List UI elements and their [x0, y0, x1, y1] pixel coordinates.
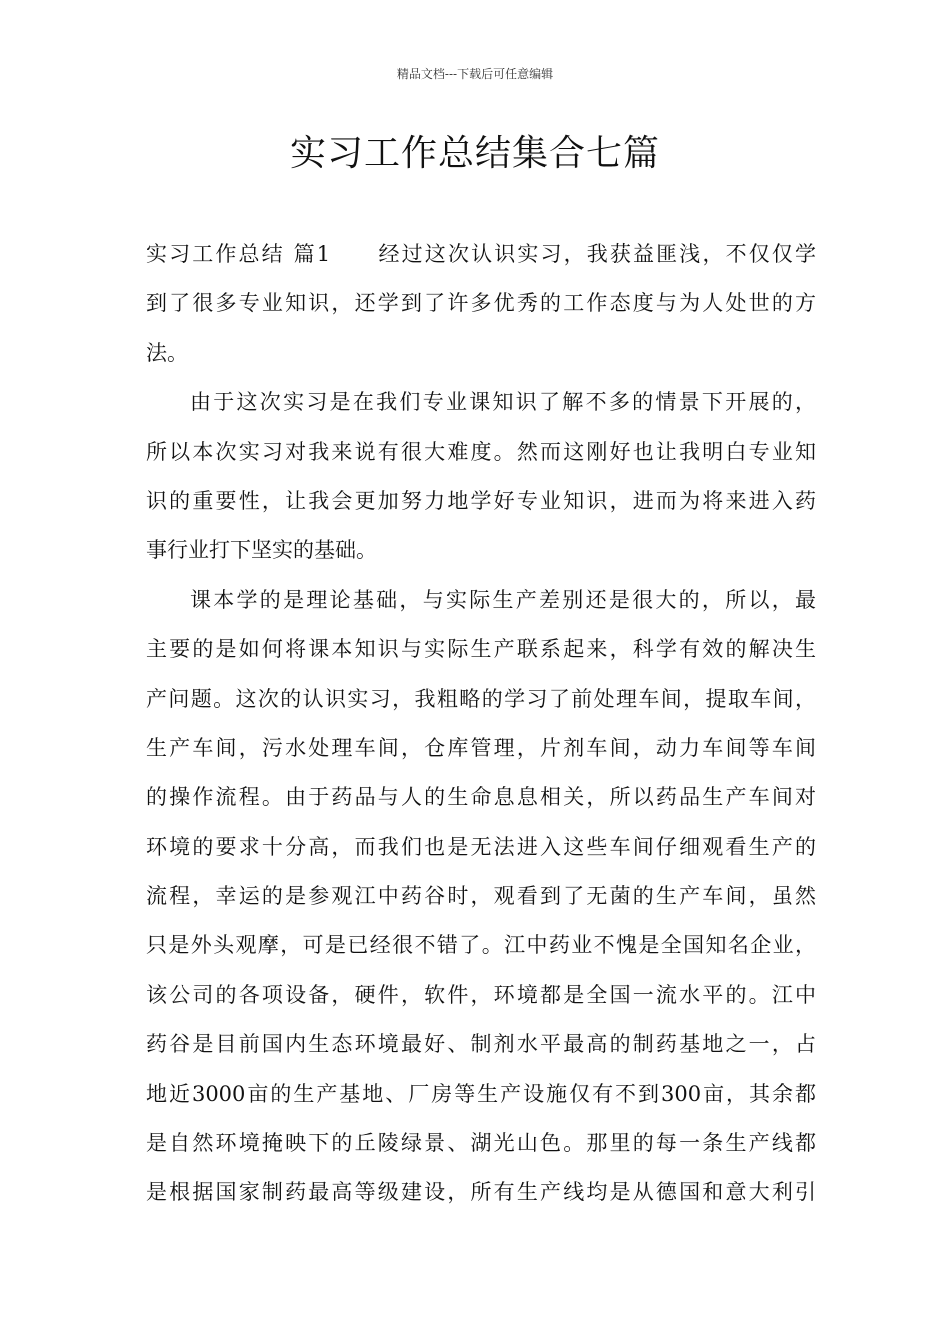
text-line: 地近3000亩的生产基地、厂房等生产设施仅有不到300亩，其余都 [146, 1081, 816, 1106]
page-header: 精品文档---下载后可任意编辑 [396, 67, 554, 81]
text-line: 产问题。这次的认识实习，我粗略的学习了前处理车间，提取车间， [146, 686, 816, 711]
text-line: 生产车间，污水处理车间，仓库管理，片剂车间，动力车间等车间 [146, 735, 816, 760]
text-line: 环境的要求十分高，而我们也是无法进入这些车间仔细观看生产的 [146, 834, 816, 859]
text-line: 主要的是如何将课本知识与实际生产联系起来，科学有效的解决生 [146, 637, 816, 662]
text-line: 实习工作总结 篇1 经过这次认识实习，我获益匪浅，不仅仅学 [146, 242, 816, 266]
text-line: 是根据国家制药最高等级建设，所有生产线均是从德国和意大利引 [146, 1180, 816, 1205]
text-line: 的操作流程。由于药品与人的生命息息相关，所以药品生产车间对 [146, 785, 816, 810]
text-line: 法。 [146, 340, 188, 365]
text-line: 所以本次实习对我来说有很大难度。然而这刚好也让我明白专业知 [146, 439, 816, 464]
text-line: 事行业打下坚实的基础。 [146, 538, 377, 563]
body-text [146, 230, 816, 1218]
text-line: 识的重要性，让我会更加努力地学好专业知识，进而为将来进入药 [146, 488, 816, 513]
text-line: 课本学的是理论基础，与实际生产差别还是很大的，所以，最 [190, 587, 816, 612]
text-line: 药谷是目前国内生态环境最好、制剂水平最高的制药基地之一，占 [146, 1032, 816, 1057]
text-line: 是自然环境掩映下的丘陵绿景、湖光山色。那里的每一条生产线都 [146, 1131, 816, 1156]
text-line: 只是外头观摩，可是已经很不错了。江中药业不愧是全国知名企业， [146, 933, 816, 958]
text-line: 到了很多专业知识，还学到了许多优秀的工作态度与为人处世的方 [146, 291, 816, 316]
text-line: 该公司的各项设备，硬件，软件，环境都是全国一流水平的。江中 [146, 982, 816, 1007]
text-line: 由于这次实习是在我们专业课知识了解不多的情景下开展的， [190, 390, 816, 415]
text-line: 流程，幸运的是参观江中药谷时，观看到了无菌的生产车间，虽然 [146, 884, 816, 909]
document-title: 实习工作总结集合七篇 [289, 133, 660, 174]
